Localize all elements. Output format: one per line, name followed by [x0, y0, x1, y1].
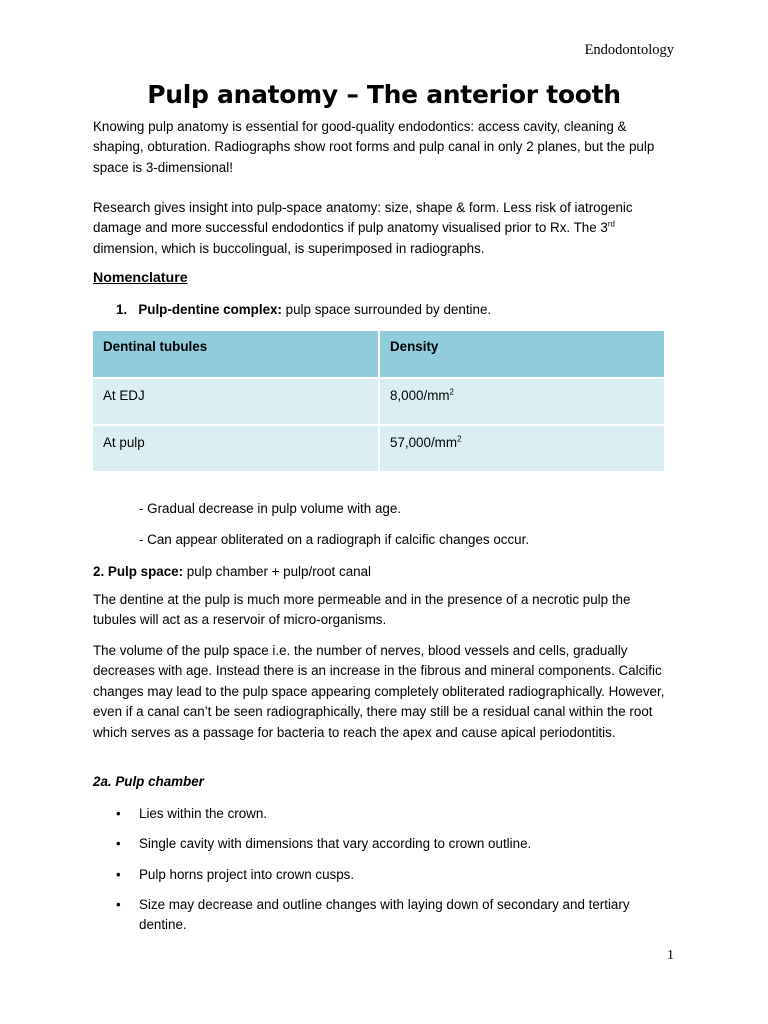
table-row — [93, 425, 664, 472]
intro-p2-main: Research gives insight into pulp-space anatomy: size, shape & form. Less risk of iatrogenic damage and more successful endodontics if pulp anatomy visualised prior to Rx. The 3 — [93, 200, 633, 236]
table-cell-location: At pulp — [93, 425, 379, 472]
table-header-row — [93, 331, 664, 378]
table-row — [93, 378, 664, 425]
intro-paragraph-2 — [93, 198, 673, 259]
pulp-space-definition: pulp chamber + pulp/root canal — [183, 564, 372, 579]
table-header-cell: Density — [379, 331, 664, 378]
page-title: Pulp anatomy – The anterior tooth — [147, 80, 621, 109]
table-cell-density: $8,000/mm^2$ — [379, 378, 664, 425]
pulp-space-paragraph-1: The dentine at the pulp is much more permeable and in the presence of a necrotic pulp the tubules will act as a reservoir of micro-organisms. — [93, 592, 631, 628]
pulp-space-term: 2. Pulp space: — [93, 564, 184, 579]
item1-definition: pulp space surrounded by dentine. — [281, 302, 492, 317]
item-number: 1. — [116, 302, 128, 317]
bullet-icon: • — [116, 867, 121, 882]
dentinal-tubule-table — [93, 331, 664, 473]
item1-term: Pulp-dentine complex: — [138, 302, 282, 317]
table-header-cell: Dentinal tubules — [93, 331, 379, 378]
pulp-chamber-heading: 2a. Pulp chamber — [93, 774, 204, 789]
page-number: 1 — [667, 948, 674, 963]
list-item: • Size may decrease and outline changes with laying down of secondary and tertiary dentine. — [116, 897, 630, 933]
list-item: • Pulp horns project into crown cusps. — [116, 865, 676, 885]
dash-list-item: - Can appear obliterated on a radiograph if calcific changes occur. — [139, 532, 530, 547]
bullet-icon: • — [116, 836, 121, 851]
intro-p2-end: dimension, which is buccolingual, is superimposed in radiographs. — [93, 240, 485, 256]
pulp-space-heading — [93, 562, 673, 582]
running-header: Endodontology — [584, 42, 674, 58]
pulp-space-paragraph-2: The volume of the pulp space i.e. the number of nerves, blood vessels and cells, gradually decreases with age. Instead there is an increase in the fibrous and mineral components. Calcific changes may lead to the pulp space appearing completely obliterated radiographically. However, even if a canal can’t be seen radiographically, there may still be a residual canal within the root which serves as a passage for bacteria to reach the apex and cause apical periodontitis. — [93, 643, 665, 740]
bullet-icon: • — [116, 897, 121, 912]
dash-list-item: - Gradual decrease in pulp volume with age. — [139, 501, 402, 516]
table-cell-density: $57,000/mm^2$ — [379, 425, 664, 472]
bullet-icon: • — [116, 806, 121, 821]
intro-p2-superscript: rd — [607, 219, 615, 229]
list-item: • Single cavity with dimensions that vary according to crown outline. — [116, 834, 676, 854]
numbered-item-1 — [116, 302, 491, 317]
list-item: • Lies within the crown. — [116, 804, 676, 824]
table-cell-location: At EDJ — [93, 378, 379, 425]
nomenclature-heading: Nomenclature — [93, 270, 188, 286]
intro-paragraph-1: Knowing pulp anatomy is essential for good-quality endodontics: access cavity, cleaning & shaping, obturation. Radiographs show root forms and pulp canal in only 2 planes, but the pulp space is 3-dimensional! — [93, 119, 655, 175]
